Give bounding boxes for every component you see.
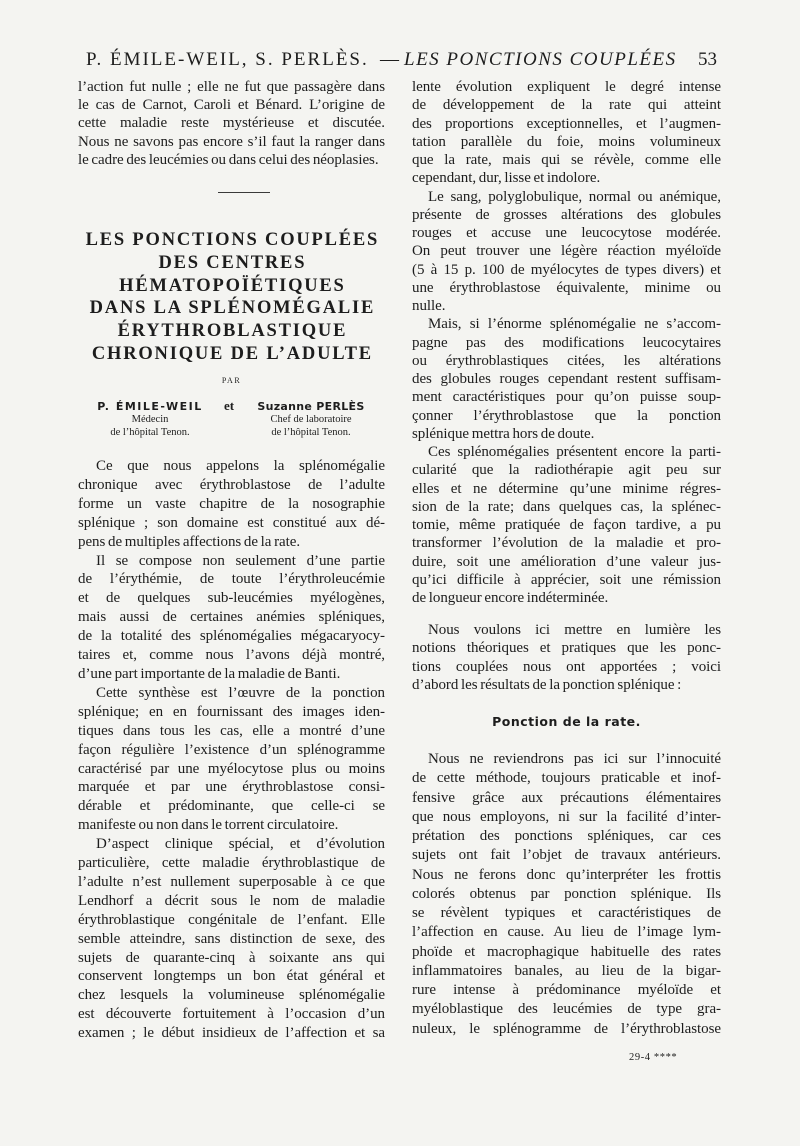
title-line: DES CENTRES — [158, 252, 307, 273]
text-line: de l’érythémie, de toute l’érythroleucémie — [78, 571, 385, 588]
paragraph — [412, 315, 721, 443]
text-line: et de quelques sub-leucémies myélogènes, — [78, 590, 385, 607]
text-line: façon régulière l’existence d’un splénogramme — [78, 741, 385, 758]
text-line: tomie, même pratiquée de façon tardive, a pu — [412, 517, 721, 533]
text-line: çonner l’érythroblastose que la ponction — [412, 407, 721, 424]
text-line: Nous voulons ici mettre en lumière les — [428, 622, 721, 638]
author-1 — [88, 400, 212, 439]
text-line: D’aspect clinique spécial, et d’évolution — [96, 836, 385, 853]
text-line: lente évolution expliquent le degré intense — [412, 79, 721, 95]
text-line: splénique mettra hors de doute. — [412, 425, 595, 442]
text-line: l’adulte n’est nullement superposable à ce que — [78, 873, 385, 890]
text-line: duire, soit une amélioration d’une valeur jus- — [412, 553, 721, 570]
text-line: notions théoriques et pratiques que les ponc- — [412, 640, 721, 657]
text-line: des proportions exceptionnelles, et l’augmen- — [412, 115, 721, 132]
text-line: d’une part importante de la maladie de Banti. — [78, 665, 341, 682]
text-line: myéloblastique des leucémies de type gra- — [412, 1001, 721, 1018]
section-body — [412, 750, 721, 1039]
left-column-body — [78, 457, 385, 1043]
text-line: de cette méthode, toujours praticable et inof- — [412, 770, 721, 787]
text-line: Mais, si l’énorme splénomégalie ne s’accom- — [428, 316, 721, 333]
text-line: particulière, cette maladie érythroblastique de — [78, 855, 385, 872]
title-line: DANS LA SPLÉNOMÉGALIE — [89, 298, 376, 319]
text-line: elles et ne détermine qu’une minime régres- — [412, 480, 721, 497]
author-name: P. ÉMILE-WEIL — [97, 400, 203, 413]
text-line: phoïde et macrophagique habituelle des rates — [412, 943, 721, 960]
text-line: rouges et accuse une leucocytose modérée. — [412, 225, 721, 241]
paragraph — [78, 835, 385, 1043]
text-line: ment caractéristiques pour qu’on puisse soup- — [412, 389, 721, 406]
text-line: le cas de Carnot, Caroli et Bénard. L’origine de — [78, 97, 385, 114]
running-header-authors: P. ÉMILE-WEIL, S. PERLÈS. — [86, 49, 369, 70]
text-line: taires et, comme nous l’avons déjà montré, — [78, 647, 385, 664]
text-line: le cadre des leucémies ou dans celui des néoplasies. — [78, 151, 379, 168]
text-line: Nous ne ferons donc qu’interpréter les frottis — [412, 866, 721, 883]
text-line: Le sang, polyglobulique, normal ou anémique, — [428, 188, 721, 205]
text-line: chronique avec érythroblastose de l’adulte — [78, 476, 385, 493]
text-line: (5 à 15 p. 100 de myélocytes de types divers) et — [412, 261, 721, 278]
text-line: pens de multiples affections de la rate. — [78, 533, 301, 550]
title-line: CHRONIQUE DE L’ADULTE — [91, 343, 373, 364]
previous-article-ending — [78, 78, 385, 169]
text-line: de longueur encore indéterminée. — [412, 590, 609, 606]
text-line: conservent longtemps un bon état général et — [78, 968, 385, 985]
text-line: rure intense à prédominance myéloïde et — [412, 982, 721, 998]
text-line: nulle. — [412, 298, 446, 314]
text-line: semble atteindre, sans distinction de sexe, des — [78, 930, 385, 947]
text-line: pagne pas des modifications leucocytaires — [412, 334, 721, 351]
paragraph — [78, 684, 385, 835]
text-line: Lendhorf a décrit sous le nom de maladie — [78, 892, 385, 909]
text-line: manifeste ou non dans le torrent circulatoire. — [78, 817, 339, 834]
text-line: dérable et prédominante, que celle-ci se — [78, 798, 385, 815]
signature-mark: 29-4 **** — [629, 1052, 678, 1063]
title-line: ÉRYTHROBLASTIQUE — [117, 321, 348, 342]
text-line: Ce que nous appelons la splénomégalie — [96, 458, 385, 474]
author-name: Suzanne PERLÈS — [257, 400, 365, 413]
author-affiliation: de l’hôpital Tenon. — [271, 427, 351, 438]
text-line: colorés obtenus par ponction splénique. Ils — [412, 885, 721, 902]
text-line: tiques dans tous les cas, elle a montré d’une — [78, 722, 385, 739]
text-line: marquée et par une érythroblastose consi- — [78, 779, 385, 796]
text-line: mais aussi de certaines anémies spléniques, — [78, 609, 385, 626]
title-line: LES PONCTIONS COUPLÉES — [85, 230, 380, 250]
paragraph — [412, 443, 721, 607]
text-line: se révèlent typiques et caractéristiques de — [412, 905, 721, 921]
paragraph — [412, 188, 721, 316]
text-line: érythroblastique congénitale de l’enfant. Elle — [78, 911, 385, 928]
paragraph — [78, 552, 385, 684]
right-column-body — [412, 78, 721, 607]
text-line: de développement de la rate qui atteint — [412, 97, 721, 114]
text-line: qu’ici difficile à apprécier, soit une rémission — [412, 571, 721, 588]
text-line: des globules rouges cependant restent suffisam- — [412, 371, 721, 387]
byline-conjunction: et — [224, 398, 235, 413]
text-line: caractérisé par une myélocytose plus ou moins — [78, 760, 385, 777]
text-line: présente de grosses altérations des globules — [412, 206, 721, 223]
text-line: nuleux, le splénogramme de l’érythroblastose — [412, 1020, 721, 1037]
text-line: cependant, dur, lisse et indolore. — [412, 170, 601, 187]
text-line: d’abord les résultats de la ponction splénique : — [412, 677, 682, 694]
text-line: cette maladie reste mystérieuse et discutée. — [78, 115, 385, 132]
article-title — [78, 229, 385, 366]
running-header-title: LES PONCTIONS COUPLÉES — [404, 49, 677, 70]
text-line: sujets de quarante-cinq à soixante ans qui — [78, 949, 385, 966]
text-line: l’action fut nulle ; elle ne fut que passagère dans — [78, 79, 385, 95]
paragraph — [412, 621, 721, 695]
text-line: de la totalité des splénomégalies mégacaryocy- — [78, 628, 385, 645]
text-line: transformer l’évolution de la maladie et pro- — [412, 535, 721, 552]
section-heading: Ponction de la rate. — [492, 714, 641, 729]
text-line: fensive grâce aux précautions élémentaires — [412, 789, 721, 806]
text-line: sion de la rate; dans quelques cas, la splénec- — [412, 498, 721, 515]
paragraph — [412, 750, 721, 1039]
text-line: cularité que la radiothérapie agit peu sur — [412, 462, 721, 479]
text-line: est découverte fortuitement à l’occasion d’un — [78, 1006, 385, 1023]
text-line: Cette synthèse est l’œuvre de la ponction — [96, 684, 385, 701]
title-line: HÉMATOPOÏÉTIQUES — [119, 275, 346, 296]
text-line: Nous ne reviendrons pas ici sur l’innocuité — [428, 751, 721, 767]
text-line: examen ; le début insidieux de l’affection et sa — [78, 1025, 385, 1042]
text-line: Ces splénomégalies présentent encore la parti- — [428, 444, 721, 460]
text-line: splénique; en en fournissant des images iden- — [78, 703, 385, 720]
text-line: inflammatoires banales, au lieu de la bigar- — [412, 962, 721, 979]
text-line: Il se compose non seulement d’une partie — [96, 552, 385, 569]
author-2 — [250, 400, 372, 439]
text-line: tions couplées nous ont apportées ; voici — [412, 658, 721, 675]
paragraph — [78, 78, 385, 169]
text-line: prétation des ponctions spléniques, car ces — [412, 828, 721, 844]
text-line: splénique ; son domaine est constitué aux dé- — [78, 514, 385, 531]
text-line: l’affection en cause. Au lieu de l’image lym- — [412, 924, 721, 941]
author-role: Médecin — [131, 414, 169, 425]
text-line: On peut trouver une légère réaction myéloïde — [412, 243, 721, 260]
text-line: ou érythroblastiques citées, les altérations — [412, 352, 721, 369]
text-line: que nous employons, ni sur la facilité d’inter- — [412, 808, 721, 825]
text-line: chez lesquels la volumineuse splénomégalie — [78, 987, 385, 1004]
text-line: une érythroblastose équivalente, minime ou — [412, 279, 721, 296]
transition-block — [412, 621, 721, 695]
text-line: que la rate, mais qui se révèle, comme elle — [412, 152, 721, 168]
paragraph — [412, 78, 721, 188]
text-line: Nous ne savons pas encore s’il faut la ranger dans — [78, 133, 385, 150]
author-role: Chef de laboratoire — [270, 414, 352, 425]
text-line: tation parallèle du foie, moins volumineux — [412, 133, 721, 150]
page-number: 53 — [698, 49, 717, 70]
author-affiliation: de l’hôpital Tenon. — [110, 427, 190, 438]
paragraph — [78, 457, 385, 552]
running-header-dash: — — [380, 49, 399, 70]
section-divider-rule — [218, 192, 270, 193]
text-line: forme un vaste chapitre de la nosographie — [78, 495, 385, 512]
byline-par: PAR — [221, 376, 242, 385]
text-line: sujets ont fait l’objet de travaux antérieurs. — [412, 847, 721, 864]
